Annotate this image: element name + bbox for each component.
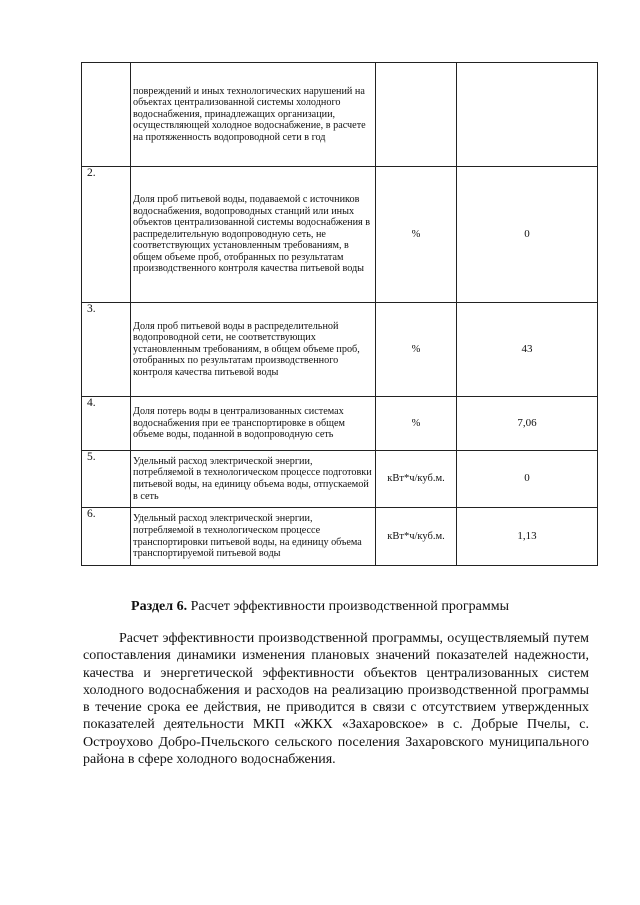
indicator-name: Доля потерь воды в централизованных системах водоснабжения при ее транспортировке в общем объеме воды, поданной в водопроводную сеть — [131, 397, 376, 451]
table-row — [82, 451, 598, 508]
indicator-unit: % — [376, 167, 457, 303]
table-row — [82, 397, 598, 451]
table-row — [82, 167, 598, 303]
indicator-value: 0 — [457, 167, 598, 303]
indicator-name: Доля проб питьевой воды в распределительной водопроводной сети, не соответствующих установленным требованиям, в общем объеме проб, отобранных по результатам производственного контроля качества питьевой воды — [131, 303, 376, 397]
indicator-value: 1,13 — [457, 508, 598, 566]
section-paragraph: Расчет эффективности производственной программы, осуществляемый путем сопоставления динамики изменения плановых значений показателей надежности, качества и энергетической эффективности объектов централизованных систем холодного водоснабжения и расходов на реализацию производственной программы в течение срока ее действия, не приводится в связи с отсутствием утвержденных показателей деятельности МКП «ЖКХ «Захаровское» в с. Добрые Пчелы, с. Остроухово Добро-Пчельского сельского поселения Захаровского муниципального района в сфере холодного водоснабжения. — [83, 631, 589, 768]
indicator-value — [457, 63, 598, 167]
indicator-name: Доля проб питьевой воды, подаваемой с источников водоснабжения, водопроводных станций или иных объектов централизованной системы водоснабжения в распределительную водопроводную сеть, не соответствующих установленным требованиям, в общем объеме проб, отобранных по результатам производственного контроля качества питьевой воды — [131, 167, 376, 303]
indicator-name: Удельный расход электрической энергии, потребляемой в технологическом процессе подготовки питьевой воды, на единицу объема воды, отпускаемой в сеть — [131, 451, 376, 508]
indicator-unit: кВт*ч/куб.м. — [376, 451, 457, 508]
table-row — [82, 303, 598, 397]
section-title — [0, 599, 640, 615]
indicator-unit — [376, 63, 457, 167]
row-number: 2. — [82, 167, 131, 303]
table-row — [82, 63, 598, 167]
indicator-unit: кВт*ч/куб.м. — [376, 508, 457, 566]
indicator-unit: % — [376, 397, 457, 451]
indicator-name: повреждений и иных технологических нарушений на объектах централизованной системы холодного водоснабжения, принадлежащих организации, осуществляющей холодное водоснабжение, в расчете на протяженность водопроводной сети в год — [131, 63, 376, 167]
section-number: Раздел 6. — [131, 599, 188, 614]
indicator-unit: % — [376, 303, 457, 397]
indicators-table — [81, 62, 598, 566]
indicator-value: 0 — [457, 451, 598, 508]
table-row — [82, 508, 598, 566]
row-number: 3. — [82, 303, 131, 397]
indicator-value: 43 — [457, 303, 598, 397]
row-number — [82, 63, 131, 167]
indicator-name: Удельный расход электрической энергии, потребляемой в технологическом процессе транспортировки питьевой воды, на единицу объема транспортируемой питьевой воды — [131, 508, 376, 566]
row-number: 6. — [82, 508, 131, 566]
indicator-value: 7,06 — [457, 397, 598, 451]
row-number: 5. — [82, 451, 131, 508]
section-heading-text: Расчет эффективности производственной программы — [187, 599, 509, 614]
row-number: 4. — [82, 397, 131, 451]
